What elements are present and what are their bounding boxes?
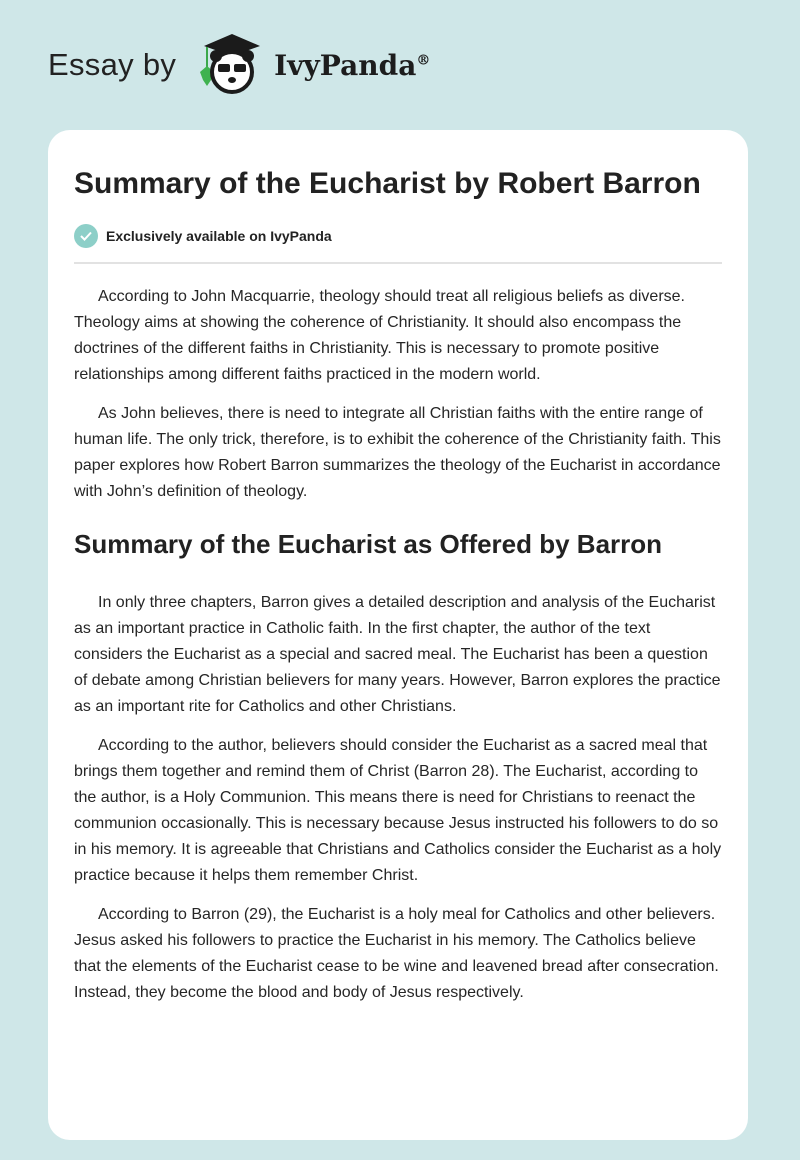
essay-card [48,130,748,1140]
brand-text: IvyPanda [274,48,417,82]
page-title: Summary of the Eucharist by Robert Barron [74,167,701,200]
brand-name[interactable] [274,49,430,82]
check-icon [74,224,98,248]
site-header [48,30,430,100]
paragraph: According to John Macquarrie, theology should treat all religious beliefs as diverse. Theology aims at showing the coherence of Christianity. It should also encompass the doctrines of the different faiths in Christianity. This is necessary to promote positive relationships among different faiths practiced in the modern world. [74,288,685,383]
registered-mark: ® [416,52,431,69]
paragraph: As John believes, there is need to integrate all Christian faiths with the entire range of human life. The only trick, therefore, is to exhibit the coherence of the Christianity faith. This paper explores how Robert Barron summarizes the theology of the Eucharist in accordance with John’s definition of theology. [74,405,721,500]
paragraph: In only three chapters, Barron gives a detailed description and analysis of the Eucharist as an important practice in Catholic faith. In the first chapter, the author of the text considers the Eucharist as a special and sacred meal. The Eucharist has been a question of debate among Christian believers for many years. However, Barron explores the practice as an important rite for Catholics and other Christians. [74,594,721,715]
badge-text: Exclusively available on IvyPanda [106,228,332,244]
essay-by-label: Essay by [48,47,177,82]
paragraph: According to the author, believers should consider the Eucharist as a sacred meal that brings them together and remind them of Christ (Barron 28). The Eucharist, according to the author, is a Holy Communion. This means there is need for Christians to reenact the communion occasionally. This is necessary because Jesus instructed his followers to do so in his memory. It is agreeable that Christians and Catholics consider the Eucharist as a holy practice because it helps them remember Christ. [74,737,722,884]
paragraph: According to Barron (29), the Eucharist is a holy meal for Catholics and other believers. Jesus asked his followers to practice the Eucharist in his memory. The Catholics believe that the elements of the Eucharist cease to be wine and leavened bread after consecration. Instead, they become the blood and body of Jesus respectively. [74,906,719,1001]
exclusive-badge [74,224,722,264]
essay-body [74,284,722,1006]
panda-logo-icon[interactable] [194,30,266,101]
section-heading: Summary of the Eucharist as Offered by Barron [74,529,663,559]
